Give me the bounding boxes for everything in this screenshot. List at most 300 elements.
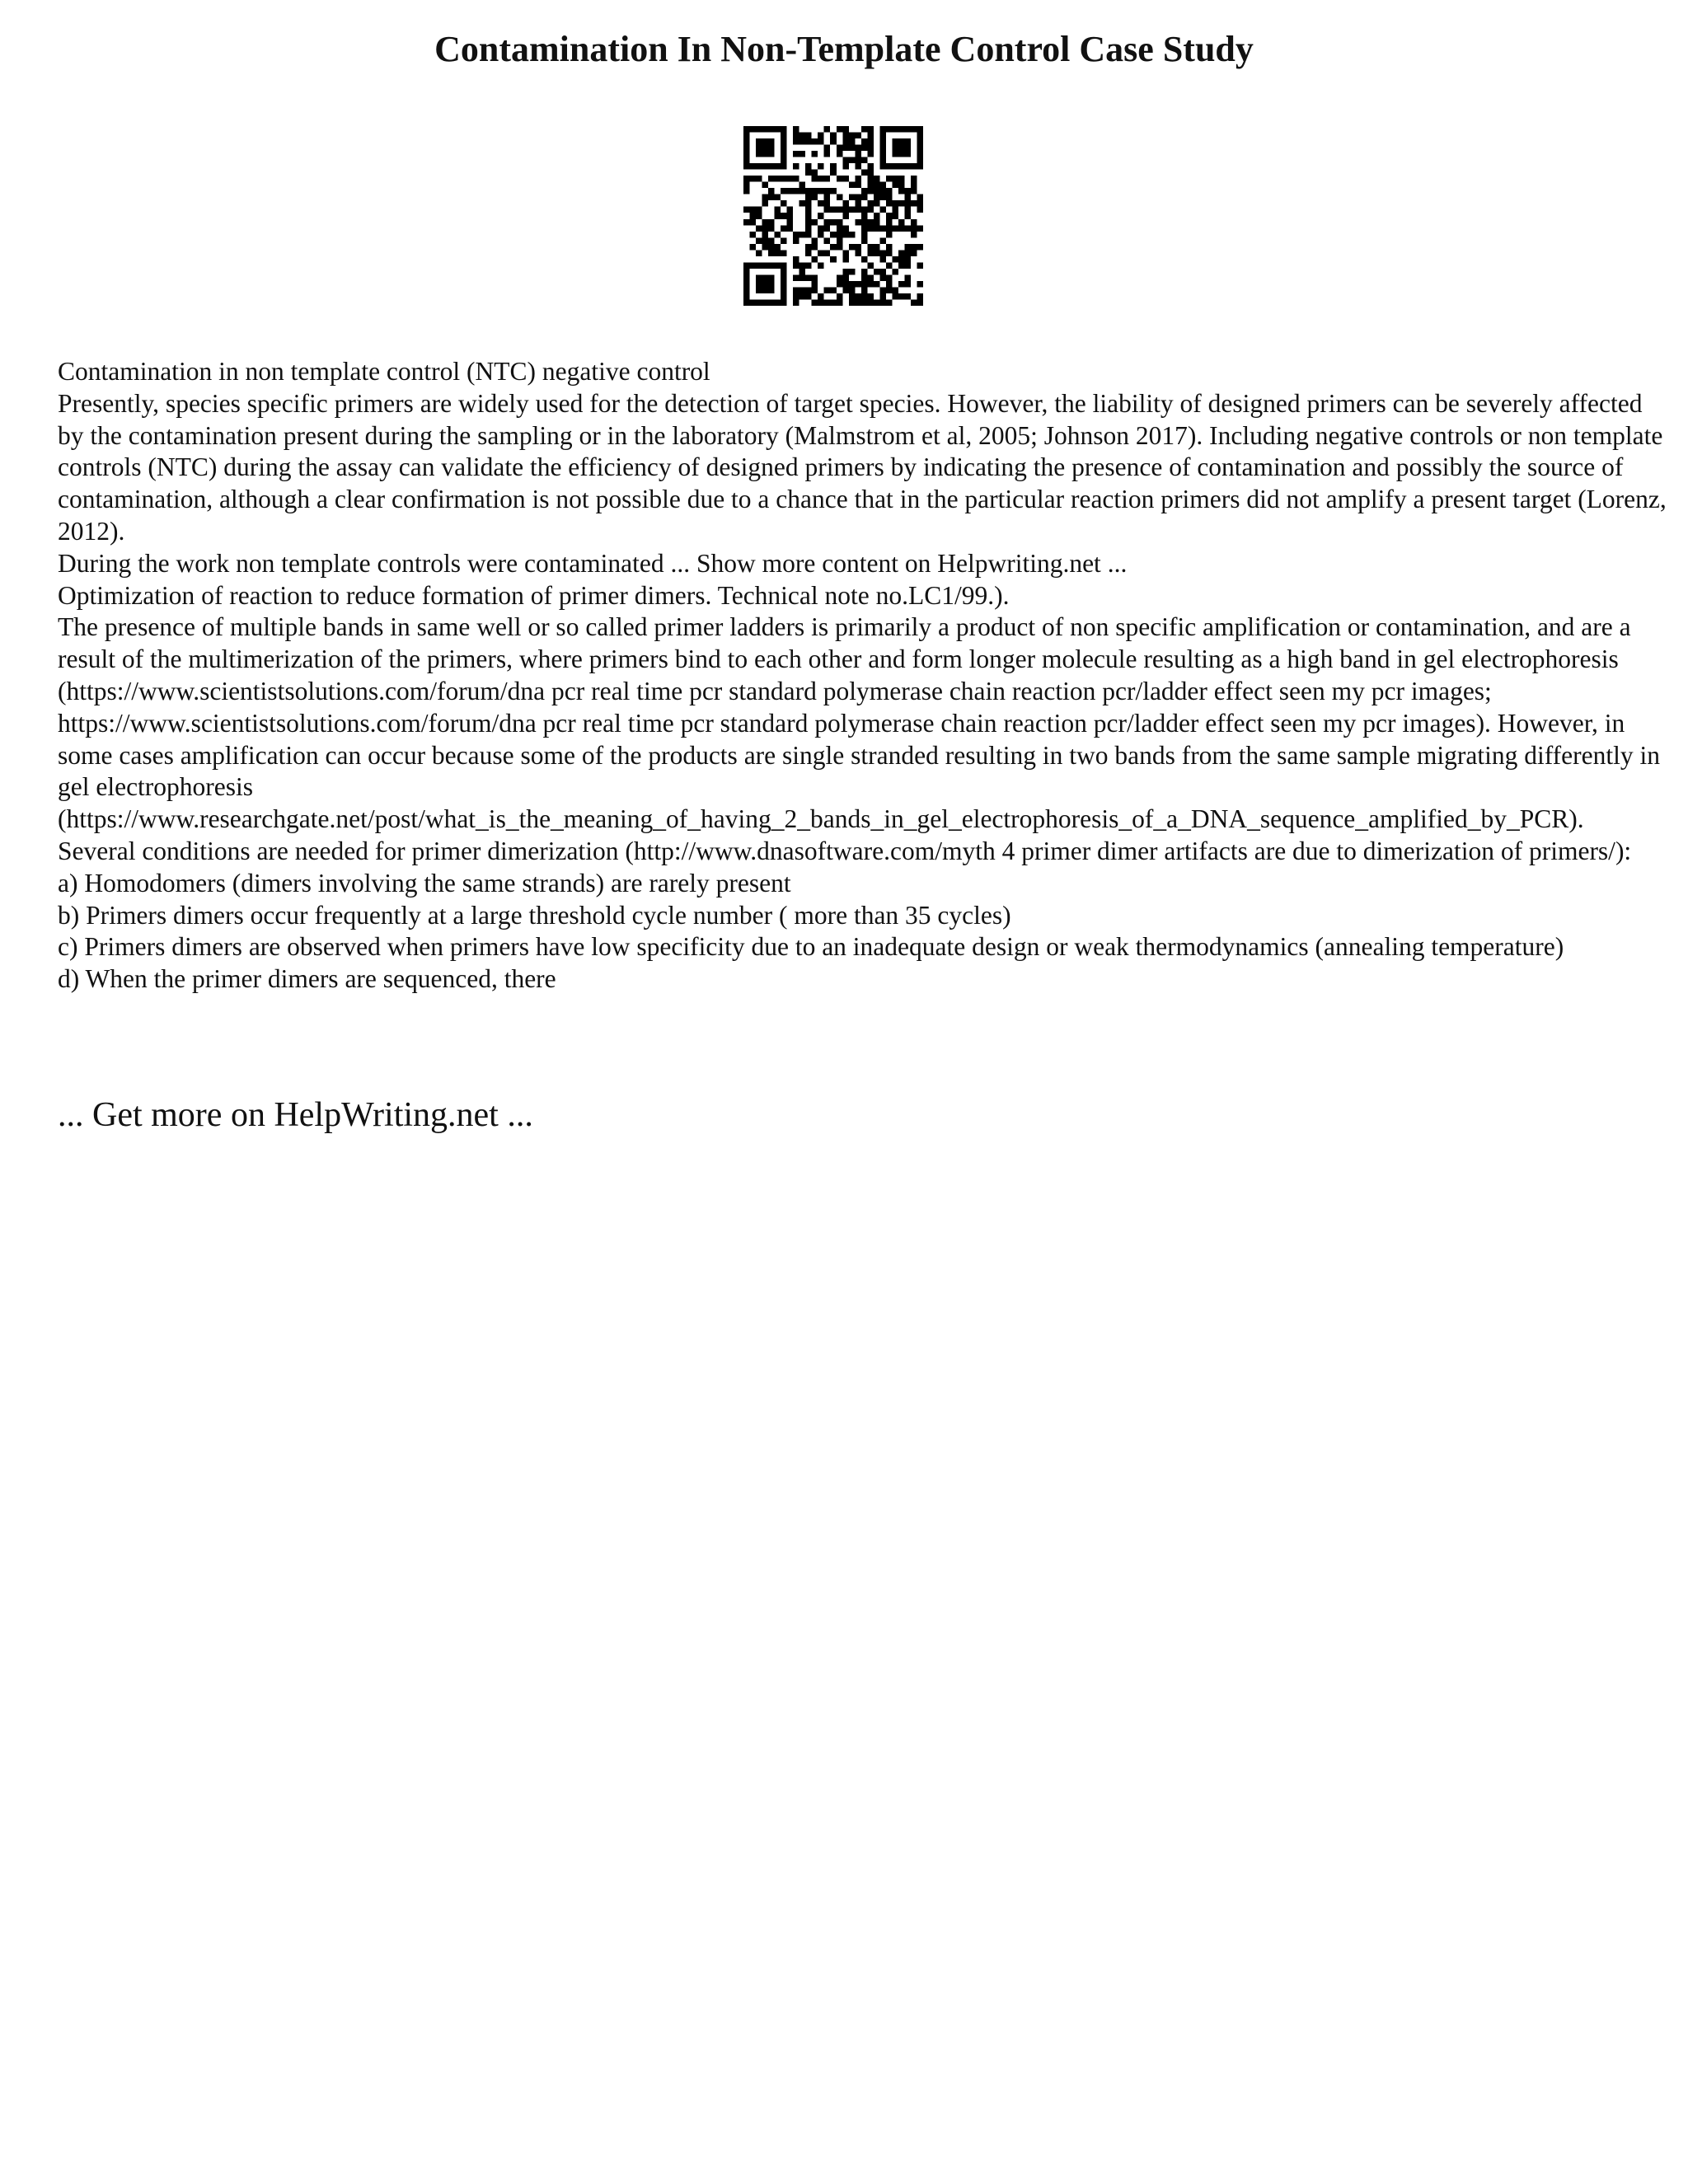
qr-module	[917, 157, 923, 164]
qr-module	[842, 225, 849, 232]
qr-module	[867, 207, 874, 213]
qr-module	[904, 188, 911, 194]
qr-module	[837, 219, 843, 226]
qr-module	[743, 188, 750, 194]
qr-module	[842, 274, 849, 281]
qr-module	[837, 194, 843, 201]
qr-module	[787, 225, 794, 232]
qr-module	[842, 133, 849, 139]
qr-module	[762, 274, 769, 281]
qr-module	[867, 176, 874, 182]
qr-module	[892, 182, 898, 189]
qr-module	[762, 182, 769, 189]
qr-module	[837, 232, 843, 238]
qr-module	[756, 163, 762, 170]
qr-module	[824, 219, 831, 226]
qr-module	[756, 299, 762, 306]
qr-module	[867, 219, 874, 226]
qr-module	[830, 207, 837, 213]
qr-module	[837, 244, 843, 251]
qr-module	[830, 287, 837, 293]
qr-module	[781, 145, 787, 152]
qr-module	[768, 287, 775, 293]
qr-module	[750, 126, 757, 133]
qr-module	[781, 299, 787, 306]
qr-module	[898, 281, 905, 288]
qr-module	[917, 138, 923, 145]
qr-module	[793, 274, 799, 281]
qr-module	[917, 200, 923, 207]
qr-module	[911, 232, 917, 238]
page-title: Contamination In Non-Template Control Case Study	[434, 29, 1254, 69]
qr-module	[892, 269, 898, 275]
qr-module	[849, 133, 856, 139]
qr-module	[775, 176, 781, 182]
qr-module	[904, 145, 911, 152]
qr-module	[874, 219, 880, 226]
qr-module	[861, 293, 868, 300]
qr-module	[898, 138, 905, 145]
qr-module	[775, 194, 781, 201]
qr-module	[793, 126, 799, 133]
qr-module	[768, 138, 775, 145]
qr-module	[855, 163, 861, 170]
qr-module	[793, 299, 799, 306]
qr-module	[917, 151, 923, 157]
qr-module	[898, 163, 905, 170]
qr-module	[818, 299, 824, 306]
qr-module	[781, 151, 787, 157]
qr-module	[830, 133, 837, 139]
get-more-link[interactable]: ... Get more on HelpWriting.net ...	[58, 1096, 533, 1134]
qr-module	[793, 237, 799, 244]
qr-module	[793, 133, 799, 139]
qr-module	[892, 138, 898, 145]
qr-module	[781, 262, 787, 269]
qr-module	[743, 274, 750, 281]
qr-module	[855, 293, 861, 300]
qr-module	[842, 281, 849, 288]
qr-module	[837, 281, 843, 288]
qr-module	[855, 151, 861, 157]
qr-module	[917, 299, 923, 306]
qr-module	[812, 299, 818, 306]
qr-module	[874, 269, 880, 275]
qr-module	[818, 262, 824, 269]
qr-module	[842, 163, 849, 170]
qr-module	[904, 138, 911, 145]
qr-module	[874, 188, 880, 194]
qr-module	[855, 219, 861, 226]
qr-module	[793, 287, 799, 293]
qr-module	[768, 225, 775, 232]
qr-module	[879, 182, 886, 189]
qr-module	[824, 151, 831, 157]
qr-module	[837, 151, 843, 157]
qr-module	[898, 225, 905, 232]
qr-module	[824, 194, 831, 201]
qr-module	[812, 274, 818, 281]
list-item-b: b) Primers dimers occur frequently at a large threshold cycle number ( more than 35 cycles)	[58, 900, 1011, 930]
qr-module	[898, 176, 905, 182]
qr-module	[750, 219, 757, 226]
qr-module	[892, 163, 898, 170]
qr-module	[904, 262, 911, 269]
qr-module	[743, 269, 750, 275]
qr-module	[917, 225, 923, 232]
qr-module	[861, 207, 868, 213]
qr-module	[892, 151, 898, 157]
qr-module	[818, 133, 824, 139]
qr-module	[879, 250, 886, 256]
qr-module	[762, 151, 769, 157]
qr-module	[842, 176, 849, 182]
qr-module	[781, 293, 787, 300]
qr-module	[756, 262, 762, 269]
qr-module	[762, 163, 769, 170]
qr-module	[917, 133, 923, 139]
qr-module	[886, 299, 893, 306]
qr-module	[898, 262, 905, 269]
qr-module	[768, 194, 775, 201]
qr-module	[793, 163, 799, 170]
qr-module	[886, 194, 893, 201]
qr-module	[812, 194, 818, 201]
qr-module	[830, 219, 837, 226]
qr-module	[874, 194, 880, 201]
qr-module	[793, 151, 799, 157]
qr-module	[886, 200, 893, 207]
qr-module	[750, 244, 757, 251]
qr-module	[781, 163, 787, 170]
qr-module	[830, 170, 837, 176]
qr-module	[775, 262, 781, 269]
qr-module	[861, 145, 868, 152]
qr-module	[898, 250, 905, 256]
qr-module	[837, 274, 843, 281]
qr-module	[787, 213, 794, 219]
qr-module	[867, 293, 874, 300]
qr-module	[781, 126, 787, 133]
qr-module	[799, 138, 806, 145]
qr-module	[750, 299, 757, 306]
qr-module	[818, 138, 824, 145]
qr-module	[886, 250, 893, 256]
paragraph-show-more[interactable]: During the work non template controls were contaminated ... Show more content on Helpwriting.net ...	[58, 548, 1128, 578]
qr-module	[867, 163, 874, 170]
qr-module	[911, 200, 917, 207]
qr-module	[824, 287, 831, 293]
qr-module	[743, 293, 750, 300]
qr-module	[781, 225, 787, 232]
qr-module	[805, 163, 812, 170]
qr-module	[799, 182, 806, 189]
qr-module	[867, 274, 874, 281]
qr-module	[781, 250, 787, 256]
qr-module	[768, 188, 775, 194]
qr-module	[904, 213, 911, 219]
qr-module	[849, 244, 856, 251]
qr-module	[768, 244, 775, 251]
qr-module	[805, 274, 812, 281]
qr-module	[898, 219, 905, 226]
qr-module	[837, 145, 843, 152]
qr-module	[775, 207, 781, 213]
qr-module	[768, 262, 775, 269]
qr-module	[743, 262, 750, 269]
qr-module	[837, 225, 843, 232]
qr-module	[830, 188, 837, 194]
qr-module	[793, 188, 799, 194]
qr-module	[830, 244, 837, 251]
qr-module	[849, 145, 856, 152]
qr-module	[867, 262, 874, 269]
qr-module	[855, 200, 861, 207]
qr-module	[904, 126, 911, 133]
qr-module	[861, 126, 868, 133]
qr-module	[787, 207, 794, 213]
qr-module	[787, 176, 794, 182]
qr-module	[849, 269, 856, 275]
qr-module	[812, 237, 818, 244]
qr-module	[743, 287, 750, 293]
qr-module	[874, 182, 880, 189]
qr-module	[830, 299, 837, 306]
qr-module	[904, 151, 911, 157]
qr-module	[855, 157, 861, 164]
qr-module	[917, 126, 923, 133]
qr-module	[842, 287, 849, 293]
qr-module	[898, 293, 905, 300]
qr-module	[750, 176, 757, 182]
qr-module	[867, 250, 874, 256]
qr-module	[762, 244, 769, 251]
qr-module	[818, 293, 824, 300]
qr-module	[917, 244, 923, 251]
qr-module	[768, 219, 775, 226]
qr-module	[867, 200, 874, 207]
qr-module	[867, 225, 874, 232]
qr-module	[768, 145, 775, 152]
qr-module	[781, 269, 787, 275]
qr-module	[879, 188, 886, 194]
qr-module	[917, 262, 923, 269]
qr-module	[867, 138, 874, 145]
qr-module	[775, 126, 781, 133]
qr-module	[812, 281, 818, 288]
qr-module	[824, 207, 831, 213]
qr-module	[855, 145, 861, 152]
qr-module	[886, 232, 893, 238]
qr-module	[879, 225, 886, 232]
qr-module	[818, 232, 824, 238]
qr-module	[743, 133, 750, 139]
qr-module	[892, 145, 898, 152]
qr-module	[830, 232, 837, 238]
qr-module	[879, 145, 886, 152]
qr-module	[867, 145, 874, 152]
qr-module	[812, 219, 818, 226]
qr-module	[879, 293, 886, 300]
qr-module	[874, 176, 880, 182]
qr-module	[756, 237, 762, 244]
list-item-d: d) When the primer dimers are sequenced, there	[58, 964, 556, 994]
qr-module	[842, 250, 849, 256]
qr-module	[892, 126, 898, 133]
qr-module	[904, 250, 911, 256]
qr-module	[904, 244, 911, 251]
qr-module	[917, 281, 923, 288]
qr-module	[874, 200, 880, 207]
qr-module	[824, 250, 831, 256]
qr-module	[892, 287, 898, 293]
qr-module	[799, 262, 806, 269]
qr-module	[781, 287, 787, 293]
qr-module	[799, 274, 806, 281]
qr-module	[756, 126, 762, 133]
qr-module	[904, 200, 911, 207]
qr-module	[879, 207, 886, 213]
qr-module	[879, 133, 886, 139]
qr-module	[837, 293, 843, 300]
qr-module	[867, 299, 874, 306]
qr-module	[793, 176, 799, 182]
qr-module	[861, 232, 868, 238]
qr-module	[911, 126, 917, 133]
qr-module	[812, 138, 818, 145]
qr-module	[917, 194, 923, 201]
qr-module	[886, 262, 893, 269]
qr-module	[861, 287, 868, 293]
qr-module	[743, 157, 750, 164]
qr-module	[818, 200, 824, 207]
qr-module	[793, 256, 799, 263]
qr-module	[830, 163, 837, 170]
qr-module	[874, 250, 880, 256]
qr-module	[867, 281, 874, 288]
qr-module	[849, 194, 856, 201]
qr-module	[762, 138, 769, 145]
qr-module	[805, 250, 812, 256]
qr-module	[842, 207, 849, 213]
qr-module	[849, 287, 856, 293]
list-item-a: a) Homodomers (dimers involving the same strands) are rarely present	[58, 868, 791, 898]
paragraph-heading: Contamination in non template control (NTC) negative control	[58, 357, 710, 386]
qr-module	[743, 151, 750, 157]
qr-module	[842, 213, 849, 219]
qr-module	[762, 237, 769, 244]
qr-module	[898, 182, 905, 189]
qr-module	[855, 244, 861, 251]
qr-module	[849, 281, 856, 288]
qr-module	[768, 274, 775, 281]
qr-module	[743, 163, 750, 170]
list-item-c: c) Primers dimers are observed when primers have low specificity due to an inadequate design or weak thermodynamics (annealing temperature)	[58, 932, 1564, 962]
qr-module	[917, 163, 923, 170]
qr-module	[867, 182, 874, 189]
qr-module	[793, 293, 799, 300]
qr-module	[879, 163, 886, 170]
qr-module	[886, 213, 893, 219]
qr-module	[812, 188, 818, 194]
qr-module	[849, 232, 856, 238]
qr-module	[842, 126, 849, 133]
qr-module	[874, 281, 880, 288]
qr-module	[911, 182, 917, 189]
qr-module	[799, 287, 806, 293]
qr-module	[830, 256, 837, 263]
qr-module	[849, 157, 856, 164]
qr-module	[886, 219, 893, 226]
qr-module	[781, 237, 787, 244]
qr-module	[842, 145, 849, 152]
qr-module	[886, 281, 893, 288]
qr-module	[799, 188, 806, 194]
qr-module	[818, 176, 824, 182]
qr-module	[867, 126, 874, 133]
qr-module	[904, 194, 911, 201]
qr-module	[768, 126, 775, 133]
qr-module	[787, 188, 794, 194]
qr-module	[768, 237, 775, 244]
qr-module	[867, 188, 874, 194]
qr-module	[756, 225, 762, 232]
paragraph-optimization: Optimization of reaction to reduce formation of primer dimers. Technical note no.LC1/99.).	[58, 580, 1010, 610]
qr-module	[812, 256, 818, 263]
qr-module	[781, 274, 787, 281]
qr-code-icon	[743, 126, 923, 306]
qr-module	[898, 145, 905, 152]
qr-module	[768, 176, 775, 182]
qr-module	[824, 145, 831, 152]
qr-module	[879, 269, 886, 275]
qr-module	[898, 151, 905, 157]
qr-module	[849, 207, 856, 213]
qr-module	[879, 237, 886, 244]
qr-module	[855, 299, 861, 306]
qr-module	[867, 151, 874, 157]
qr-module	[812, 151, 818, 157]
qr-module	[917, 207, 923, 213]
qr-module	[824, 176, 831, 182]
qr-module	[898, 200, 905, 207]
qr-module	[917, 145, 923, 152]
qr-module	[874, 213, 880, 219]
qr-module	[861, 225, 868, 232]
qr-module	[837, 299, 843, 306]
qr-module	[911, 163, 917, 170]
qr-module	[855, 194, 861, 201]
qr-module	[805, 194, 812, 201]
qr-module	[911, 176, 917, 182]
qr-module	[762, 232, 769, 238]
qr-module	[805, 287, 812, 293]
qr-module	[911, 250, 917, 256]
qr-module	[768, 299, 775, 306]
qr-module	[805, 225, 812, 232]
qr-module	[855, 207, 861, 213]
qr-module	[762, 287, 769, 293]
qr-module	[762, 299, 769, 306]
qr-module	[781, 157, 787, 164]
qr-module	[904, 225, 911, 232]
qr-module	[756, 207, 762, 213]
qr-module	[781, 133, 787, 139]
qr-module	[756, 176, 762, 182]
qr-module	[775, 250, 781, 256]
qr-module	[743, 207, 750, 213]
qr-module	[861, 157, 868, 164]
